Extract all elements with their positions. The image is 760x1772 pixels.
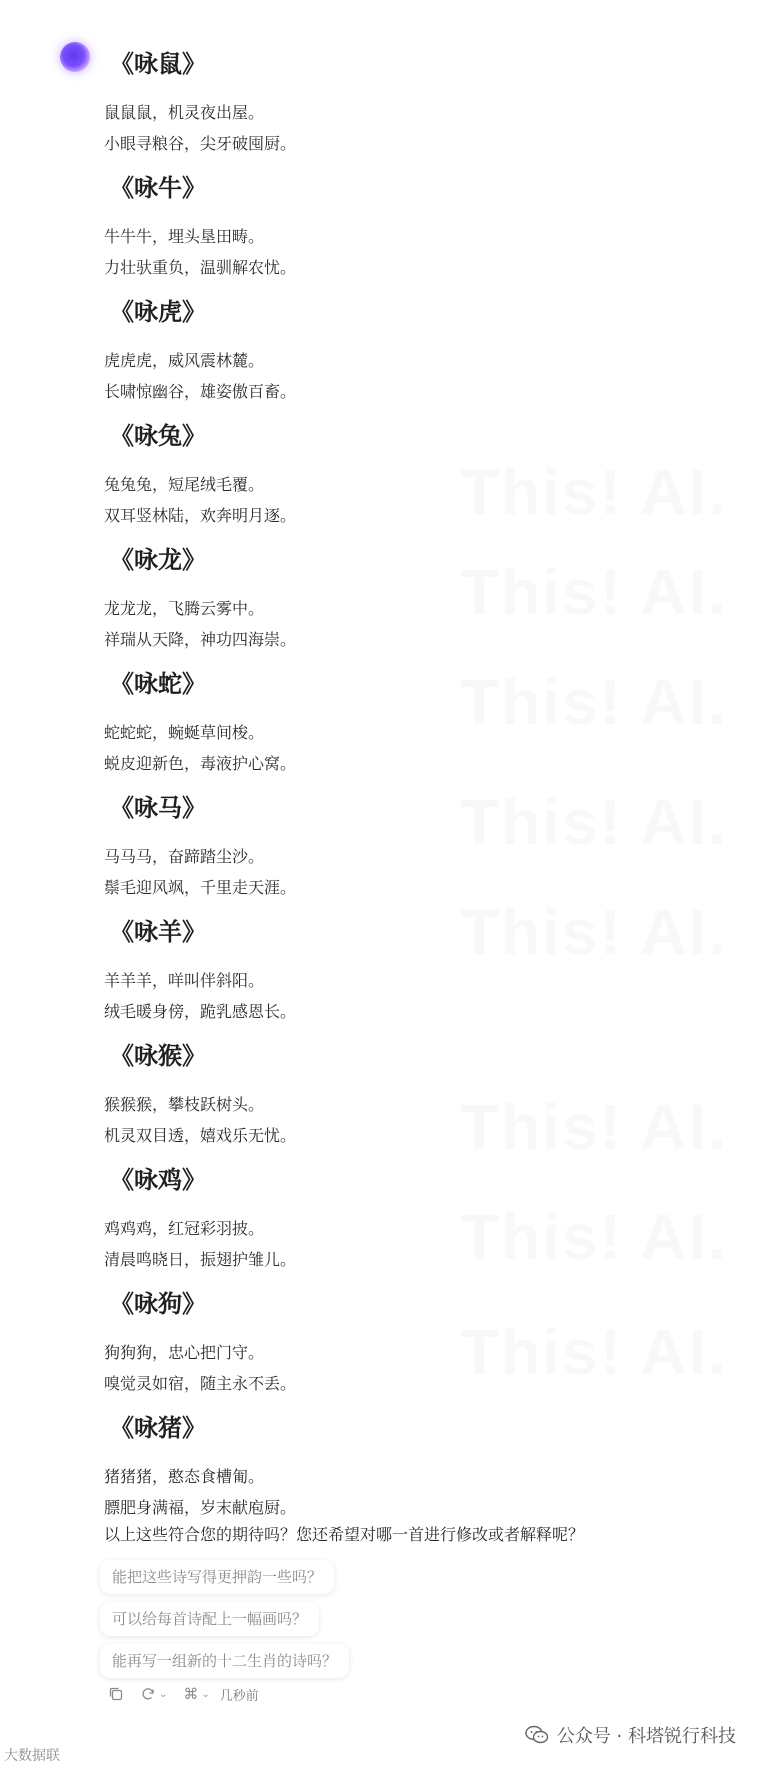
poem-line: 鼠鼠鼠，机灵夜出屋。	[104, 103, 265, 122]
command-icon: ⌘	[183, 1685, 199, 1703]
account-name: 公众号 · 科塔锐行科技	[556, 1726, 736, 1747]
suggestion-illustrate-button[interactable]: 可以给每首诗配上一幅画吗？	[100, 1602, 319, 1636]
poem-title: 《咏鼠》	[110, 50, 206, 78]
poem-block	[104, 668, 724, 792]
poem-line: 蜕皮迎新色，毒液护心窝。	[104, 754, 297, 773]
copy-icon	[108, 1686, 124, 1702]
closing-question: 以上这些符合您的期待吗？您还希望对哪一首进行修改或者解释呢？	[104, 1525, 585, 1544]
message-timestamp: 几秒前	[219, 1688, 259, 1704]
chevron-down-icon: ⌄	[201, 1688, 210, 1700]
poem-line: 鬃毛迎风飒，千里走天涯。	[104, 878, 297, 897]
poem-line: 机灵双目透，嬉戏乐无忧。	[104, 1126, 297, 1145]
poem-title: 《咏龙》	[110, 546, 206, 574]
poem-line: 小眼寻粮谷，尖牙破囤厨。	[104, 134, 297, 153]
poem-line: 猪猪猪，憨态食槽匍。	[104, 1467, 265, 1486]
poem-line: 兔兔兔，短尾绒毛覆。	[104, 475, 265, 494]
poem-block	[104, 1164, 724, 1288]
poem-line: 祥瑞从天降，神功四海崇。	[104, 630, 297, 649]
poem-line: 羊羊羊，咩叫伴斜阳。	[104, 971, 265, 990]
wechat-account-watermark	[525, 1722, 736, 1748]
poem-line: 马马马，奋蹄踏尘沙。	[104, 847, 265, 866]
poem-title: 《咏牛》	[110, 174, 206, 202]
source-watermark: 大数据联	[4, 1748, 60, 1764]
assistant-avatar	[60, 42, 90, 72]
poem-block	[104, 172, 724, 296]
poem-title: 《咏虎》	[110, 298, 206, 326]
poem-block	[104, 1412, 724, 1536]
poem-line: 猴猴猴，攀枝跃树头。	[104, 1095, 265, 1114]
poem-block	[104, 48, 724, 172]
share-button[interactable]	[183, 1684, 209, 1704]
wechat-icon	[525, 1725, 549, 1745]
poem-block	[104, 544, 724, 668]
poem-block	[104, 1040, 724, 1164]
poem-list	[104, 48, 724, 1536]
poem-line: 清晨鸣晓日，振翅护雏儿。	[104, 1250, 297, 1269]
poem-title: 《咏狗》	[110, 1290, 206, 1318]
poem-line: 嗅觉灵如宿，随主永不丢。	[104, 1374, 297, 1393]
poem-title: 《咏猪》	[110, 1414, 206, 1442]
poem-line: 双耳竖林陆，欢奔明月逐。	[104, 506, 297, 525]
poem-block	[104, 296, 724, 420]
poem-title: 《咏鸡》	[110, 1166, 206, 1194]
poem-line: 鸡鸡鸡，红冠彩羽披。	[104, 1219, 265, 1238]
poem-title: 《咏蛇》	[110, 670, 206, 698]
poem-title: 《咏猴》	[110, 1042, 206, 1070]
poem-line: 绒毛暖身傍，跪乳感恩长。	[104, 1002, 297, 1021]
copy-button[interactable]	[108, 1686, 124, 1702]
poem-line: 虎虎虎，威风震林麓。	[104, 351, 265, 370]
suggestion-rhyme-button[interactable]: 能把这些诗写得更押韵一些吗？	[100, 1560, 334, 1594]
poem-line: 膘肥身满福，岁末献庖厨。	[104, 1498, 297, 1517]
poem-line: 狗狗狗，忠心把门守。	[104, 1343, 265, 1362]
poem-line: 龙龙龙，飞腾云雾中。	[104, 599, 265, 618]
poem-block	[104, 420, 724, 544]
poem-block	[104, 1288, 724, 1412]
chevron-down-icon: ⌄	[159, 1688, 168, 1700]
poem-line: 长啸惊幽谷，雄姿傲百畜。	[104, 382, 297, 401]
assistant-message	[104, 48, 724, 1536]
suggestion-new-poems-button[interactable]: 能再写一组新的十二生肖的诗吗？	[100, 1644, 349, 1678]
poem-title: 《咏马》	[110, 794, 206, 822]
regenerate-button[interactable]	[140, 1686, 167, 1702]
poem-block	[104, 792, 724, 916]
message-toolbar	[108, 1684, 259, 1704]
poem-block	[104, 916, 724, 1040]
poem-title: 《咏兔》	[110, 422, 206, 450]
poem-line: 蛇蛇蛇，蜿蜒草间梭。	[104, 723, 265, 742]
poem-line: 力壮驮重负，温驯解农忧。	[104, 258, 297, 277]
poem-line: 牛牛牛，埋头垦田畴。	[104, 227, 265, 246]
refresh-icon	[140, 1686, 156, 1702]
poem-title: 《咏羊》	[110, 918, 206, 946]
